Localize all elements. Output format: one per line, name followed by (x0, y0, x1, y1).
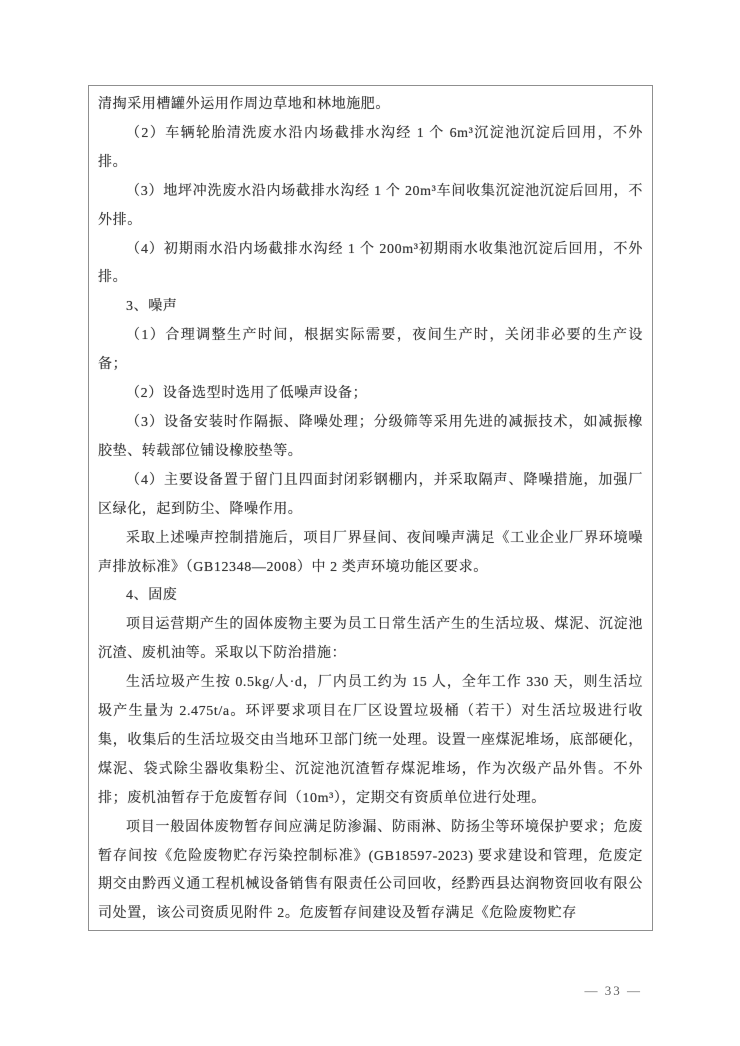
paragraph-hazardous-waste: 项目一般固体废物暂存间应满足防渗漏、防雨淋、防扬尘等环境保护要求；危废暂存间按《危险废物贮存污染控制标准》(GB18597-2023) 要求建设和管理，危废定期交由黔西义通工程机械设备销售有限责任公司回收，经黔西县达润物资回收有限公司处置，该公司资质见附件 2。危废暂存间建设及暂存满足《危险废物贮存 (98, 819, 643, 922)
paragraph-solid-waste-intro: 项目运营期产生的固体废物主要为员工日常生活产生的生活垃圾、煤泥、沉淀池沉渣、废机油等。采取以下防治措施： (98, 617, 643, 662)
section-heading-solid-waste: 4、固废 (126, 588, 178, 604)
page-number: — 33 — (584, 983, 642, 998)
content-border-box (88, 85, 653, 931)
paragraph-wastewater-item-4: （4）初期雨水沿内场截排水沟经 1 个 200m³初期雨水收集池沉淀后回用，不外排。 (98, 241, 643, 286)
paragraph-noise-conclusion: 采取上述噪声控制措施后，项目厂界昼间、夜间噪声满足《工业企业厂界环境噪声排放标准》（GB12348—2008）中 2 类声环境功能区要求。 (98, 530, 643, 575)
paragraph-noise-item-4: （4）主要设备置于留门且四面封闭彩钢棚内，并采取隔声、降噪措施，加强厂区绿化，起到防尘、降噪作用。 (98, 472, 643, 517)
paragraph-noise-item-2: （2）设备选型时选用了低噪声设备； (126, 386, 368, 402)
paragraph-continuation: 清掏采用槽罐外运用作周边草地和林地施肥。 (98, 97, 390, 112)
section-heading-noise: 3、噪声 (126, 299, 178, 315)
paragraph-domestic-garbage: 生活垃圾产生按 0.5kg/人·d，厂内员工约为 15 人，全年工作 330 天，则生活垃圾产生量为 2.475t/a。环评要求项目在厂区设置垃圾桶（若干）对生活垃圾进行收集，收集后的生活垃圾交由当地环卫部门统一处理。设置一座煤泥堆场，底部硬化，煤泥、袋式除尘器收集粉尘、沉淀池沉渣暂存煤泥堆场，作为次级产品外售。不外排；废机油暂存于危废暂存间（10m³），定期交有资质单位进行处理。 (98, 675, 643, 806)
paragraph-noise-item-1: （1）合理调整生产时间，根据实际需要，夜间生产时，关闭非必要的生产设备； (98, 328, 643, 373)
paragraph-noise-item-3: （3）设备安装时作隔振、降噪处理；分级筛等采用先进的减振技术，如减振橡胶垫、转载部位铺设橡胶垫等。 (98, 414, 643, 459)
paragraph-wastewater-item-2: （2）车辆轮胎清洗废水沿内场截排水沟经 1 个 6m³沉淀池沉淀后回用，不外排。 (98, 125, 643, 170)
paragraph-wastewater-item-3: （3）地坪冲洗废水沿内场截排水沟经 1 个 20m³车间收集沉淀池沉淀后回用，不外排。 (98, 183, 643, 228)
